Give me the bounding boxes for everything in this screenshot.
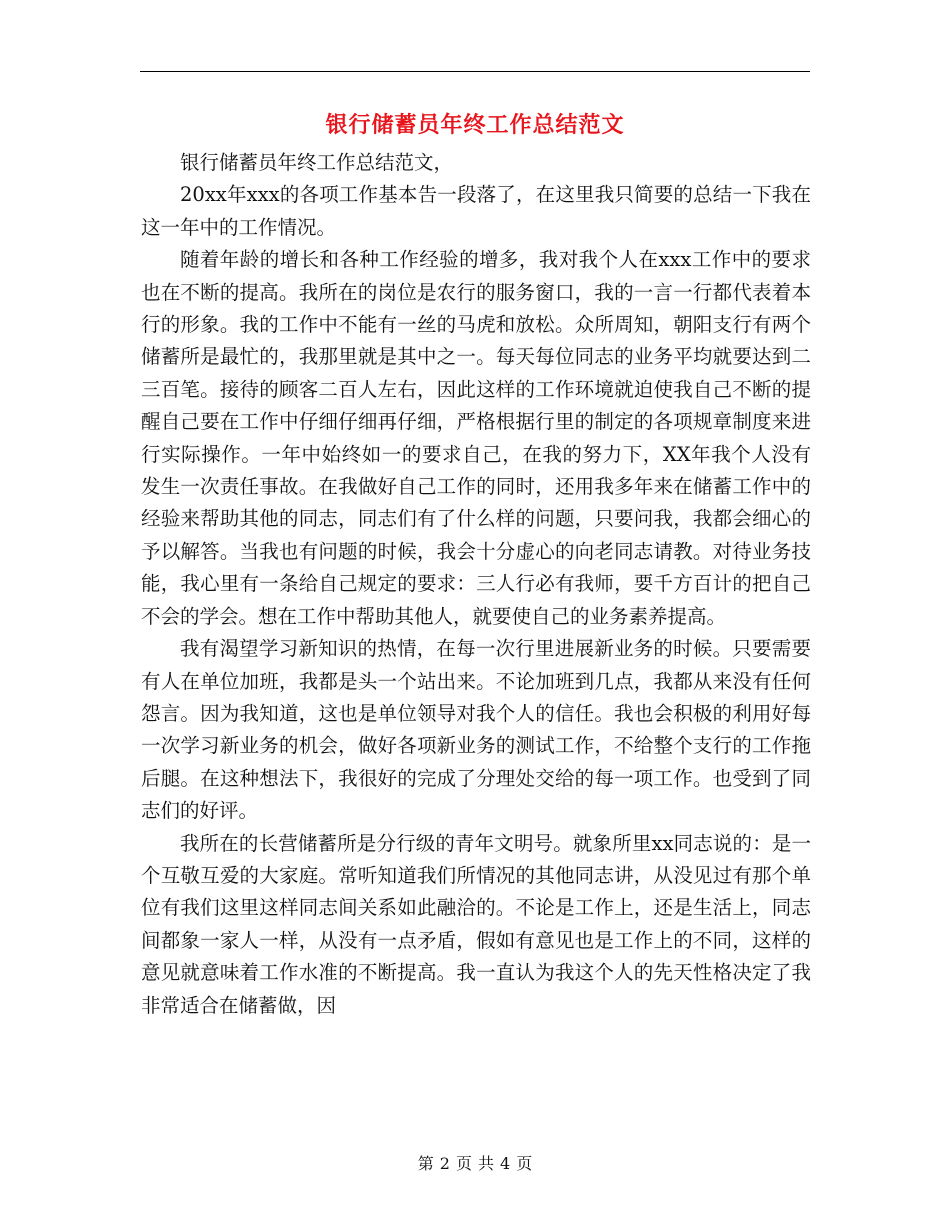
- footer-total-prefix: 共: [478, 1154, 495, 1173]
- paragraph-work-requirements: 随着年龄的增长和各种工作经验的增多，我对我个人在xxx工作中的要求也在不断的提高。我所在的岗位是农行的服务窗口，我的一言一行都代表着本行的形象。我的工作中不能有一丝的马虎和放松。众所周知，朝阳支行有两个储蓄所是最忙的，我那里就是其中之一。每天每位同志的业务平均就要达到二三百笔。接待的顾客二百人左右，因此这样的工作环境就迫使我自己不断的提醒自己要在工作中仔细仔细再仔细，严格根据行里的制定的各项规章制度来进行实际操作。一年中始终如一的要求自己，在我的努力下，XX年我个人没有发生一次责任事故。在我做好自己工作的同时，还用我多年来在储蓄工作中的经验来帮助其他的同志，同志们有了什么样的问题，只要问我，我都会细心的予以解答。当我也有问题的时候，我会十分虚心的向老同志请教。对待业务技能，我心里有一条给自己规定的要求：三人行必有我师，要千方百计的把自己不会的学会。想在工作中帮助其他人，就要使自己的业务素养提高。: [141, 248, 811, 628]
- footer-suffix: 页: [516, 1154, 533, 1173]
- paragraph-intro: 银行储蓄员年终工作总结范文，: [180, 151, 454, 174]
- footer-total-pages: 4: [500, 1154, 511, 1173]
- document-title: 银行储蓄员年终工作总结范文: [325, 113, 625, 138]
- paragraph-overview: 20xx年xxx的各项工作基本告一段落了，在这里我只简要的总结一下我在这一年中的工作情况。: [141, 183, 811, 239]
- paragraph-team: 我所在的长营储蓄所是分行级的青年文明号。就象所里xx同志说的：是一个互敬互爱的大家庭。常听知道我们所情况的其他同志讲，从没见过有那个单位有我们这里这样同志间关系如此融洽的。不论是工作上，还是生活上，同志间都象一家人一样，从没有一点矛盾，假如有意见也是工作上的不同，这样的意见就意味着工作水准的不断提高。我一直认为我这个人的先天性格决定了我非常适合在储蓄做，因: [141, 831, 811, 1017]
- document-body: [141, 147, 811, 1022]
- footer-prefix: 第: [417, 1154, 434, 1173]
- footer-current-page: 2: [439, 1154, 450, 1173]
- page-number-footer: [0, 1152, 950, 1176]
- paragraph-learning: 我有渴望学习新知识的热情，在每一次行里进展新业务的时候。只要需要有人在单位加班，我都是头一个站出来。不论加班到几点，我都从来没有任何怨言。因为我知道，这也是单位领导对我个人的信任。我也会积极的利用好每一次学习新业务的机会，做好各项新业务的测试工作，不给整个支行的工作拖后腿。在这种想法下，我很好的完成了分理处交给的每一项工作。也受到了同志们的好评。: [141, 637, 811, 823]
- header-rule: [140, 71, 810, 72]
- footer-page-word: 页: [455, 1154, 472, 1173]
